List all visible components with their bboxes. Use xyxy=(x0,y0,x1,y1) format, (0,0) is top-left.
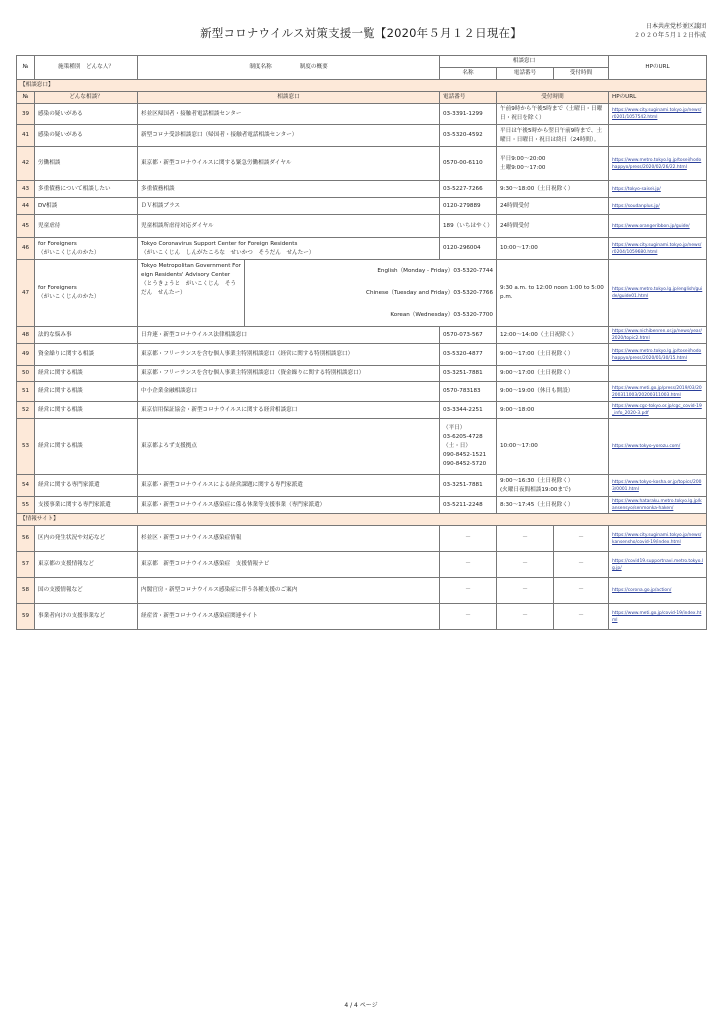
row-what: 経営に関する相談 xyxy=(35,419,138,475)
row-what: 区内の発生状況や対応など xyxy=(35,526,138,552)
header-system-summary: 制度名称 制度の概要 xyxy=(138,56,440,80)
row-url[interactable] xyxy=(609,125,707,147)
row-what: 経営に関する相談 xyxy=(35,402,138,419)
header-name: 名称 xyxy=(440,68,497,80)
row-url[interactable]: https://covid19.supportnavi.metro.tokyo.lg.jp/ xyxy=(609,552,707,578)
table-row xyxy=(17,604,707,630)
row-desk: 児童相談所虐待対応ダイヤル xyxy=(138,215,440,238)
row-phone: 03-3391-1299 xyxy=(440,104,497,125)
row-desk: 杉並区・新型コロナウイルス感染症情報 xyxy=(138,526,440,552)
row-number: 46 xyxy=(17,238,35,260)
row-number: 39 xyxy=(17,104,35,125)
row-desk: 東京都・フリーランスを含む個人事業主特別相談窓口（経営に関する特別相談窓口） xyxy=(138,344,440,366)
row-hours: 平日は午後5時から翌日午前9時まで、土曜日・日曜日・祝日は終日（24時間）。 xyxy=(497,125,609,147)
row-what: 経営に関する相談 xyxy=(35,382,138,402)
row-number: 45 xyxy=(17,215,35,238)
row-phone: 03-5320-4592 xyxy=(440,125,497,147)
row-url[interactable]: https://www.meti.go.jp/covid-19/index.html xyxy=(609,604,707,630)
row47-line: English（Monday - Friday）03-5320-7744 xyxy=(377,268,493,274)
row-url[interactable]: https://www.tokyo-kosha.or.jp/topics/2003/0001.html xyxy=(609,475,707,497)
page-footer: 4 / 4 ページ xyxy=(344,1002,378,1009)
subheader-row xyxy=(17,92,707,104)
row-what: 東京都の支援情報など xyxy=(35,552,138,578)
row-hours: 平日9:00～20:00 土曜9:00～17:00 xyxy=(497,147,609,181)
row-hours: － xyxy=(554,552,609,578)
org-block xyxy=(634,22,706,40)
row-phone: 03-3344-2251 xyxy=(440,402,497,419)
row-desk: 東京都よろず支援拠点 xyxy=(138,419,440,475)
row-phone: 0570-00-6110 xyxy=(440,147,497,181)
row-desk: 東京都・フリーランスを含む個人事業主特別相談窓口（資金繰りに関する特別相談窓口） xyxy=(138,366,440,382)
row-what: 事業者向けの支援事業など xyxy=(35,604,138,630)
row-what: 法的な悩み事 xyxy=(35,327,138,344)
support-table xyxy=(16,55,707,630)
row-phone: 189（いちはやく） xyxy=(440,215,497,238)
row-hours: 午前9時から午後5時まで（土曜日・日曜日・祝日を除く） xyxy=(497,104,609,125)
row-desk: 日弁連・新型コロナウイルス法律相談窓口 xyxy=(138,327,440,344)
header-phone: 電話番号 xyxy=(497,68,554,80)
header-contact: 相談窓口 xyxy=(440,56,609,68)
subheader-hp: HPのURL xyxy=(609,92,707,104)
row-phone: 03-5211-2248 xyxy=(440,497,497,514)
row-what: for Foreigners （がいこくじんのかた） xyxy=(35,238,138,260)
row-url[interactable]: https://www.cgc-tokyo.or.jp/cgc_covid-19_info_2020-3.pdf xyxy=(609,402,707,419)
row-url[interactable]: https://tokyo-saiseì.jp/ xyxy=(609,181,707,198)
row-number: 49 xyxy=(17,344,35,366)
row-name-dash: － xyxy=(497,526,554,552)
row-url[interactable]: https://www.city.suginami.tokyo.jp/news/r0201/1057542.html xyxy=(609,104,707,125)
row-hours: 9:00～18:00 xyxy=(497,402,609,419)
row-phone: － xyxy=(440,552,497,578)
row-desk: 杉並区帰国者・接触者電話相談センター xyxy=(138,104,440,125)
table-row xyxy=(17,260,707,327)
row-phone: 0120-296004 xyxy=(440,238,497,260)
row-number: 58 xyxy=(17,578,35,604)
table-row xyxy=(17,198,707,215)
row-url[interactable]: https://www.meti.go.jp/press/2019/03/20200311003/20200311003.html xyxy=(609,382,707,402)
row-desk: 新型コロナ受診相談窓口（帰国者・接触者電話相談センター） xyxy=(138,125,440,147)
row-desk xyxy=(138,260,497,327)
row-url[interactable]: https://soudanplus.jp/ xyxy=(609,198,707,215)
row-hours: 8:30～17:45（土日祝除く） xyxy=(497,497,609,514)
table-row xyxy=(17,578,707,604)
row-desk: 経産省・新型コロナウイルス感染症関連サイト xyxy=(138,604,440,630)
row-phone: 03-5227-7266 xyxy=(440,181,497,198)
row-number: 56 xyxy=(17,526,35,552)
row-hours: － xyxy=(554,604,609,630)
row-number: 50 xyxy=(17,366,35,382)
table-row xyxy=(17,125,707,147)
table-row xyxy=(17,526,707,552)
row-hours: 24時間受付 xyxy=(497,215,609,238)
row-number: 53 xyxy=(17,419,35,475)
row-desk: 東京都 新型コロナウイルス感染症 支援情報ナビ xyxy=(138,552,440,578)
row-hours: 10:00～17:00 xyxy=(497,419,609,475)
row-url[interactable]: https://www.tokyo-yorozu.com/ xyxy=(609,419,707,475)
row-url[interactable]: https://www.city.suginami.tokyo.jp/news/r0204/1059680.html xyxy=(609,238,707,260)
subheader-what: どんな相談？ xyxy=(35,92,138,104)
row-desk: Tokyo Coronavirus Support Center for Foreign Residents （がいこくじん しんがたころな せいかつ そうだん せんたー） xyxy=(138,238,440,260)
header-category-who: 施策種別 どんな人？ xyxy=(35,56,138,80)
header-row-1 xyxy=(17,56,707,68)
row-hours: 9:00～17:00（土日祝除く） xyxy=(497,344,609,366)
row-phone: 0570-783183 xyxy=(440,382,497,402)
page-title: 新型コロナウイルス対策支援一覧【2020年５月１２日現在】 xyxy=(200,26,522,40)
row-phone: 03-3251-7881 xyxy=(440,366,497,382)
table-row xyxy=(17,238,707,260)
subheader-phone: 電話番号 xyxy=(440,92,497,104)
row-number: 54 xyxy=(17,475,35,497)
row-hours: 9:30～18:00（土日祝除く） xyxy=(497,181,609,198)
row-url[interactable]: https://www.orangeribbon.jp/guide/ xyxy=(609,215,707,238)
row-number: 48 xyxy=(17,327,35,344)
row-phone: － xyxy=(440,578,497,604)
row-number: 41 xyxy=(17,125,35,147)
table-row xyxy=(17,402,707,419)
row-hours: 9:30 a.m. to 12:00 noon 1:00 to 5:00 p.m. xyxy=(497,260,609,327)
row-desk: 中小企業金融相談窓口 xyxy=(138,382,440,402)
org-name: 日本共産党杉並区議団 xyxy=(645,23,706,30)
row-what: 経営に関する相談 xyxy=(35,366,138,382)
row-url[interactable]: https://www.metro.tokyo.lg.jp/tosei/hodohappyo/press/2020/02/26/22.html xyxy=(609,147,707,181)
table-row xyxy=(17,104,707,125)
row-url[interactable] xyxy=(609,366,707,382)
row-url[interactable]: https://www.metro.tokyo.lg.jp/tosei/hodohappyo/press/2020/01/30/15.html xyxy=(609,344,707,366)
row-what: for Foreigners （がいこくじんのかた） xyxy=(35,260,138,327)
row-number: 57 xyxy=(17,552,35,578)
row47-lines xyxy=(245,260,496,326)
table-row xyxy=(17,344,707,366)
row-number: 42 xyxy=(17,147,35,181)
table-row xyxy=(17,366,707,382)
row-desk: 東京都・新型コロナウイルスに関する緊急労働相談ダイヤル xyxy=(138,147,440,181)
row-phone: 0120-279889 xyxy=(440,198,497,215)
row-phone: 03-5320-4877 xyxy=(440,344,497,366)
row-desk: 内閣官房・新型コロナウイルス感染症に伴う各種支援のご案内 xyxy=(138,578,440,604)
section-info xyxy=(17,514,707,526)
table-row xyxy=(17,181,707,198)
table-row xyxy=(17,382,707,402)
row-number: 43 xyxy=(17,181,35,198)
row-hours: 12:00～14:00（土日祝除く） xyxy=(497,327,609,344)
row-what: 感染の疑いがある xyxy=(35,104,138,125)
row-phone: － xyxy=(440,526,497,552)
section-title: 【相談窓口】 xyxy=(17,80,707,92)
section-title: 【情報サイト】 xyxy=(17,514,707,526)
row-what: 支援事業に関する専門家派遣 xyxy=(35,497,138,514)
row-phone: － xyxy=(440,604,497,630)
row-hours: 9:00～16:30（土日祝除く） (火曜日夜間相談19:00まで) xyxy=(497,475,609,497)
row-number: 55 xyxy=(17,497,35,514)
row-hours: 9:00～19:00（休日も開設） xyxy=(497,382,609,402)
row-number: 51 xyxy=(17,382,35,402)
row-what: 労働相談 xyxy=(35,147,138,181)
table-row xyxy=(17,327,707,344)
row-what: 感染の疑いがある xyxy=(35,125,138,147)
row-desk: ＤＶ相談プラス xyxy=(138,198,440,215)
row-hours: 9:00～17:00（土日祝除く） xyxy=(497,366,609,382)
row-name-dash: － xyxy=(497,552,554,578)
row-name-dash: － xyxy=(497,604,554,630)
subheader-hours: 受付時間 xyxy=(497,92,609,104)
row-number: 44 xyxy=(17,198,35,215)
row-url[interactable]: https://www.hataraku.metro.tokyo.lg.jp/kansensyo/senmonka-haken/ xyxy=(609,497,707,514)
subheader-desk: 相談窓口 xyxy=(138,92,440,104)
row-what: 国の支援情報など xyxy=(35,578,138,604)
row-url[interactable]: https://corona.go.jp/action/ xyxy=(609,578,707,604)
row-desk: 多重債務相談 xyxy=(138,181,440,198)
row-phone: （平日） 03-6205-4728 （土・日） 090-8452-1521 090-8452-5720 xyxy=(440,419,497,475)
row-what: 多重債務について相談したい xyxy=(35,181,138,198)
table-row xyxy=(17,497,707,514)
header-hours: 受付時間 xyxy=(554,68,609,80)
row-phone: 0570-073-567 xyxy=(440,327,497,344)
row-hours: 10:00～17:00 xyxy=(497,238,609,260)
table-row xyxy=(17,419,707,475)
row-url[interactable]: https://www.city.suginami.tokyo.jp/news/kansensho/covid-19/index.html xyxy=(609,526,707,552)
row-what: DV相談 xyxy=(35,198,138,215)
row47-desk-name: Tokyo Metropolitan Government Foreign Residents' Advisory Center （とうきょうと がいこくじん そうだん せんたー） xyxy=(138,260,245,326)
row-desk: 東京都・新型コロナウイルスによる経営課題に関する専門家派遣 xyxy=(138,475,440,497)
row-what: 児童虐待 xyxy=(35,215,138,238)
row-hours: － xyxy=(554,526,609,552)
row-number: 59 xyxy=(17,604,35,630)
row-hours: 24時間受付 xyxy=(497,198,609,215)
row47-line: Korean（Wednesday）03-5320-7700 xyxy=(390,312,493,318)
row-number: 52 xyxy=(17,402,35,419)
table-row xyxy=(17,552,707,578)
section-consult xyxy=(17,80,707,92)
row47-line: Chinese（Tuesday and Friday）03-5320-7766 xyxy=(366,290,493,296)
table-row xyxy=(17,475,707,497)
header-hp: HPのURL xyxy=(609,56,707,80)
subheader-no: № xyxy=(17,92,35,104)
table-row xyxy=(17,215,707,238)
row-phone: 03-3251-7881 xyxy=(440,475,497,497)
row-name-dash: － xyxy=(497,578,554,604)
row-what: 資金繰りに関する相談 xyxy=(35,344,138,366)
table-row xyxy=(17,147,707,181)
row-hours: － xyxy=(554,578,609,604)
row-number: 47 xyxy=(17,260,35,327)
row-url[interactable]: https://www.nichibenren.or.jp/news/year/2020/topic2.html xyxy=(609,327,707,344)
row-what: 経営に関する専門家派遣 xyxy=(35,475,138,497)
row-desk: 東京信用保証協会・新型コロナウイルスに関する経営相談窓口 xyxy=(138,402,440,419)
row-desk: 東京都・新型コロナウイルス感染症に係る休業等支援事業（専門家派遣） xyxy=(138,497,440,514)
row-url[interactable]: https://www.metro.tokyo.lg.jp/english/guide/guide01.html xyxy=(609,260,707,327)
created-date: ２０２０年５月１２日作成 xyxy=(633,32,706,39)
header-no: № xyxy=(17,56,35,80)
